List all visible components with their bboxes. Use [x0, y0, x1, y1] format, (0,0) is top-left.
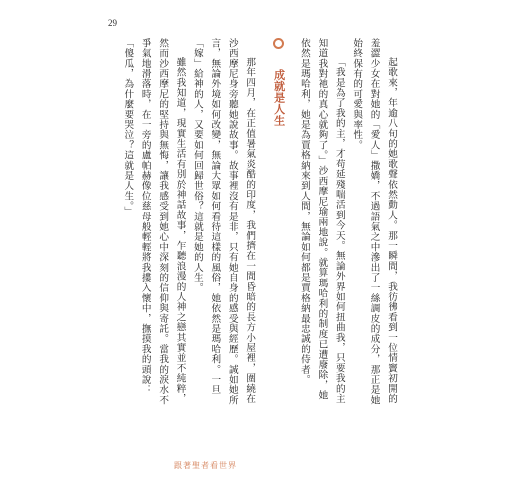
vertical-text-block [100, 38, 400, 408]
running-footer: 跟著聖者看世界 [174, 461, 237, 470]
section-title-text: 成就是人生 [272, 68, 286, 127]
paragraph: 「我是為了我的主，才苟延殘喘活到今天。無論外界如何扭曲我，只要我的主知道我對祂的真心就夠了。」沙西摩尼瑜兩地說。就算瑪哈利的制度已遭廢除，她依然是瑪哈利，她是為賈格納來到人間，無論如何都是賈格納最忠誠的侍者。 [298, 38, 345, 404]
paragraph: 那年四月，在正值暑氣炎酷的印度，我們擠在一間昏暗的長方小屋裡，圍繞在沙西摩尼身旁聽她說故事。故事裡沒有是非，只有她自身的感受與經歷。誠如她所言，無論外境如何改變，無論大眾如何看待這樣的風俗，她依然是瑪哈利。一旦「嫁」給神的人，又要如何回歸世俗？這就是她的人生。 [191, 38, 256, 406]
paragraph: 起歌來，年逾八旬的她歌聲依然動人。那一瞬間，我彷彿看到一位情竇初開的羞澀少女在對她的「愛人」撒嬌，不過語氣之中滲出了一絲調皮的成分，那正是她始終保有的可愛與率性。 [351, 38, 397, 406]
paragraph: 雖然我知道，現實生活有別於神話故事，乍聽浪漫的人神之戀其實並不純粹，然而沙西摩尼的堅持與無悔，讓我感受到她心中深刻的信仰與寄託。當我的淚水不爭氣地滑落時，在一旁的盧帕赫像位慈母般輕輕將我摟入懷中，撫摸我的頭說：「傻瓜，為什麼要哭泣？這就是人生。」 [122, 38, 186, 406]
page-number: 29 [108, 18, 117, 28]
section-title [270, 38, 287, 127]
circle-bullet-icon [273, 38, 284, 49]
